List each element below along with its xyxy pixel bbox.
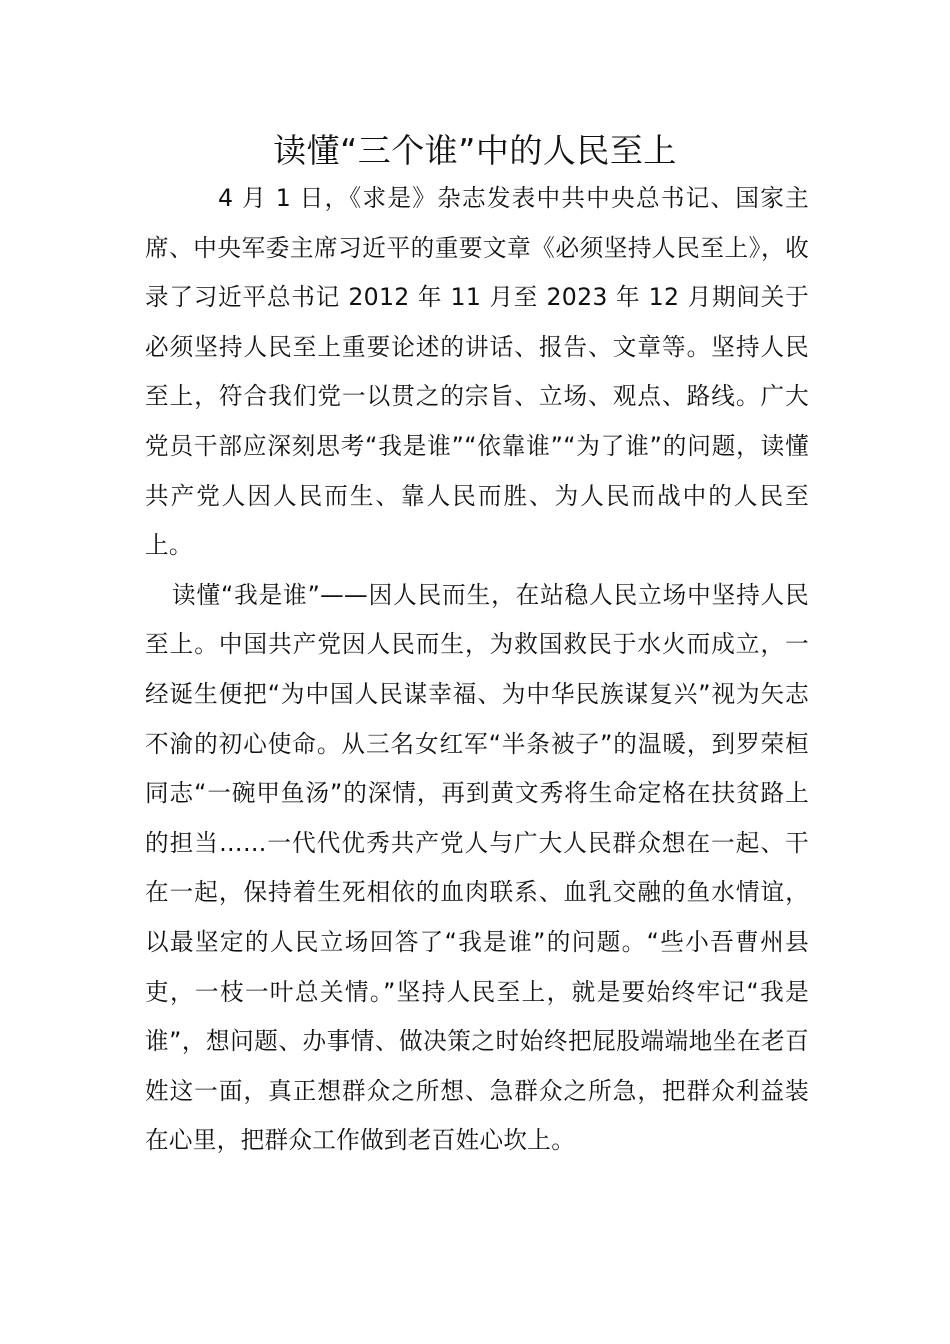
paragraph-intro: 4 月 1 日，《求是》杂志发表中共中央总书记、国家主席、中央军委主席习近平的重要文章《必须坚持人民至上》，收录了习近平总书记 2012 年 11 月至 2023 年 12 月期间关于必须坚持人民至上重要论述的讲话、报告、文章等。坚持人民至上，符合我们党一以贯之的宗旨、立场、观点、路线。广大党员干部应深刻思考“我是谁”“依靠谁”“为了谁”的问题，读懂共产党人因人民而生、靠人民而胜、为人民而战中的人民至上。 (145, 184, 809, 560)
paragraph-who-am-i: 读懂“我是谁”——因人民而生，在站稳人民立场中坚持人民至上。中国共产党因人民而生，为救国救民于水火而成立，一经诞生便把“为中国人民谋幸福、为中华民族谋复兴”视为矢志不渝的初心使命。从三名女红军“半条被子”的温暖，到罗荣桓同志“一碗甲鱼汤”的深情，再到黄文秀将生命定格在扶贫路上的担当……一代代优秀共产党人与广大人民群众想在一起、干在一起，保持着生死相依的血肉联系、血乳交融的鱼水情谊，以最坚定的人民立场回答了“我是谁”的问题。“些小吾曹州县吏，一枝一叶总关情。”坚持人民至上，就是要始终牢记“我是谁”，想问题、办事情、做决策之时始终把屁股端端地坐在老百姓这一面，真正想群众之所想、急群众之所急，把群众利益装在心里，把群众工作做到老百姓心坎上。 (145, 580, 809, 1155)
document-title: 读懂“三个谁”中的人民至上 (273, 131, 677, 170)
document-body (145, 174, 809, 1166)
